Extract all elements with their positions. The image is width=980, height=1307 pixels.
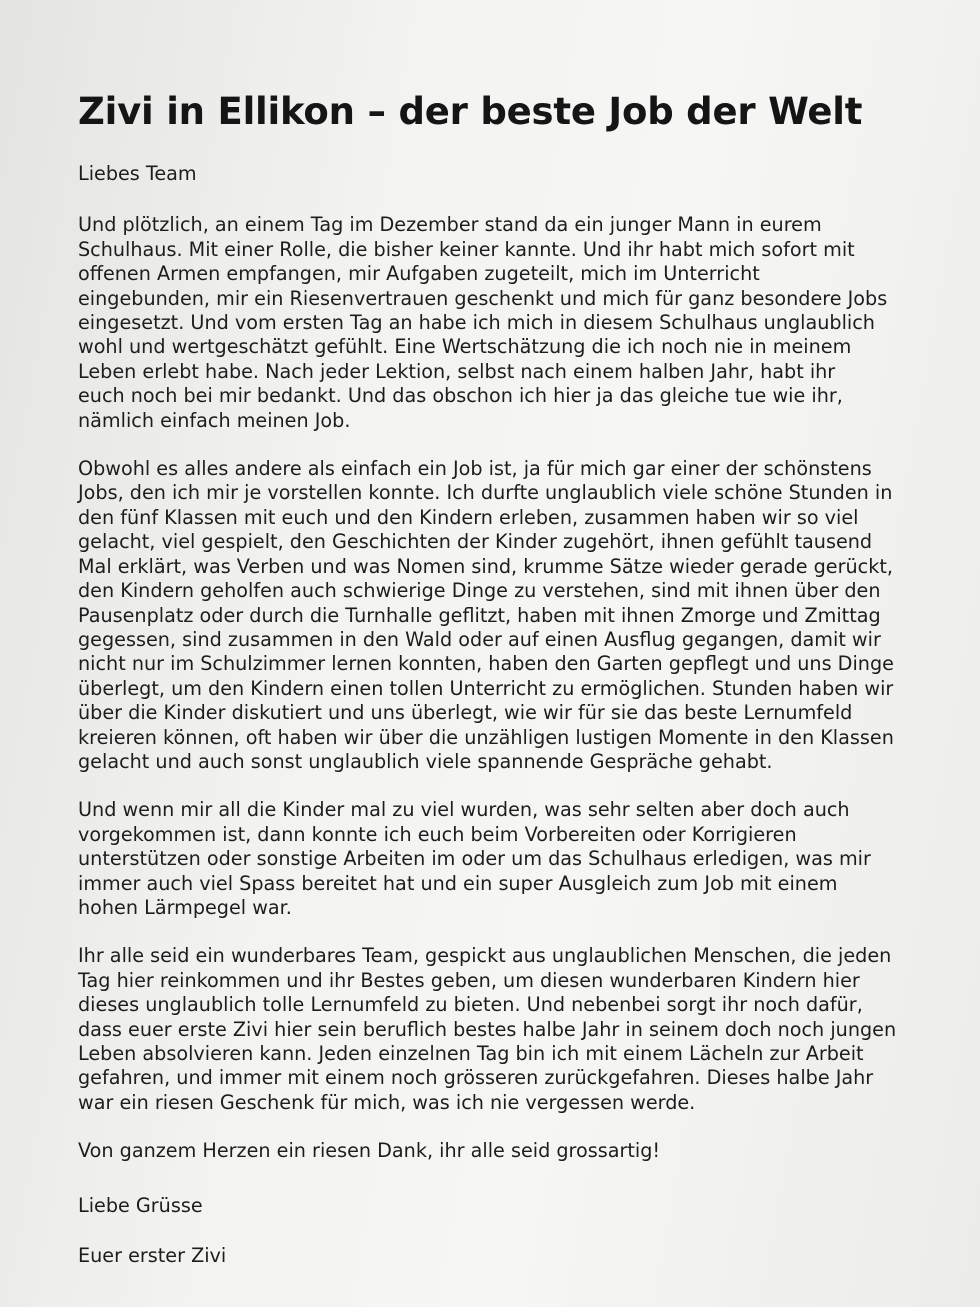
text-line: Mal erklärt, was Verben und was Nomen sind, krumme Sätze wieder gerade gerückt, <box>78 554 893 578</box>
text-line: Tag hier reinkommen und ihr Bestes geben, um diesen wunderbaren Kindern hier <box>78 968 860 992</box>
text-line: gegessen, sind zusammen in den Wald oder auf einen Ausflug gegangen, damit wir <box>78 627 881 651</box>
text-line: eingebunden, mir ein Riesenvertrauen geschenkt und mich für ganz besondere Jobs <box>78 286 888 310</box>
text-line: unterstützen oder sonstige Arbeiten im oder um das Schulhaus erledigen, was mir <box>78 847 871 871</box>
text-line: immer auch viel Spass bereitet hat und ein super Ausgleich zum Job mit einem <box>78 871 838 895</box>
letter-signoff: Liebe Grüsse <box>78 1193 203 1217</box>
text-line: den Kindern geholfen auch schwierige Dinge zu verstehen, sind mit ihnen über den <box>78 579 881 603</box>
text-line: Und plötzlich, an einem Tag im Dezember stand da ein junger Mann in eurem <box>78 213 822 237</box>
letter-title: Zivi in Ellikon – der beste Job der Welt <box>78 90 863 133</box>
text-line: Leben absolvieren kann. Jeden einzelnen Tag bin ich mit einem Lächeln zur Arbeit <box>78 1042 864 1065</box>
text-line: wohl und wertgeschätzt gefühlt. Eine Wertschätzung die ich noch nie in meinem <box>78 335 852 359</box>
text-line: gelacht und auch sonst unglaublich viele spannende Gespräche gehabt. <box>78 749 773 773</box>
letter-paragraph-1 <box>78 213 888 433</box>
letter-greeting: Liebes Team <box>78 162 197 185</box>
letter-signature: Euer erster Zivi <box>78 1244 227 1268</box>
letter-paragraph-3 <box>78 798 870 920</box>
text-line: eingesetzt. Und vom ersten Tag an habe ich mich in diesem Schulhaus unglaublich <box>78 311 875 335</box>
text-line: Ihr alle seid ein wunderbares Team, gespickt aus unglaublichen Menschen, die jeden <box>78 944 892 968</box>
text-line: Leben erlebt habe. Nach jeder Lektion, selbst nach einem halben Jahr, habt ihr <box>78 359 836 383</box>
text-line: über die Kinder diskutiert und uns überlegt, wie wir für sie das beste Lernumfeld <box>78 701 853 725</box>
letter-closing: Von ganzem Herzen ein riesen Dank, ihr alle seid grossartig! <box>78 1139 661 1163</box>
text-line: gelacht, viel gespielt, den Geschichten der Kinder zugehört, ihnen gefühlt tausend <box>78 530 873 554</box>
text-line: nämlich einfach meinen Job. <box>78 408 351 432</box>
text-line: hohen Lärmpegel war. <box>78 895 292 919</box>
text-line: Und wenn mir all die Kinder mal zu viel wurden, was sehr selten aber doch auch <box>78 798 850 822</box>
text-line: offenen Armen empfangen, mir Aufgaben zugeteilt, mich im Unterricht <box>78 262 760 286</box>
text-line: überlegt, um den Kindern einen tollen Unterricht zu ermöglichen. Stunden haben wir <box>78 676 894 700</box>
text-line: dass euer erste Zivi hier sein beruflich bestes halbe Jahr in seinem doch noch jungen <box>78 1017 897 1041</box>
text-line: Jobs, den ich mir je vorstellen konnte. Ich durfte unglaublich viele schöne Stunden in <box>78 481 893 505</box>
text-line: Schulhaus. Mit einer Rolle, die bisher keiner kannte. Und ihr habt mich sofort mit <box>78 237 855 261</box>
text-line: euch noch bei mir bedankt. Und das obschon ich hier ja das gleiche tue wie ihr, <box>78 384 843 408</box>
letter-paragraph-4 <box>78 944 897 1115</box>
text-line: nicht nur im Schulzimmer lernen konnten, haben den Garten gepflegt und uns Dinge <box>78 652 894 676</box>
text-line: gefahren, und immer mit einem noch grösseren zurückgefahren. Dieses halbe Jahr <box>78 1066 874 1090</box>
text-line: vorgekommen ist, dann konnte ich euch beim Vorbereiten oder Korrigieren <box>78 822 797 846</box>
text-line: den fünf Klassen mit euch und den Kindern erleben, zusammen haben wir so viel <box>78 505 859 529</box>
text-line: kreieren können, oft haben wir über die unzähligen lustigen Momente in den Klassen <box>78 725 894 749</box>
text-line: Pausenplatz oder durch die Turnhalle geflitzt, haben mit ihnen Zmorge und Zmittag <box>78 603 881 627</box>
text-line: Obwohl es alles andere als einfach ein Job ist, ja für mich gar einer der schönstens <box>78 457 872 481</box>
letter-paragraph-2 <box>78 457 894 774</box>
text-line: dieses unglaublich tolle Lernumfeld zu bieten. Und nebenbei sorgt ihr noch dafür, <box>78 993 863 1017</box>
text-line: war ein riesen Geschenk für mich, was ich nie vergessen werde. <box>78 1090 696 1114</box>
